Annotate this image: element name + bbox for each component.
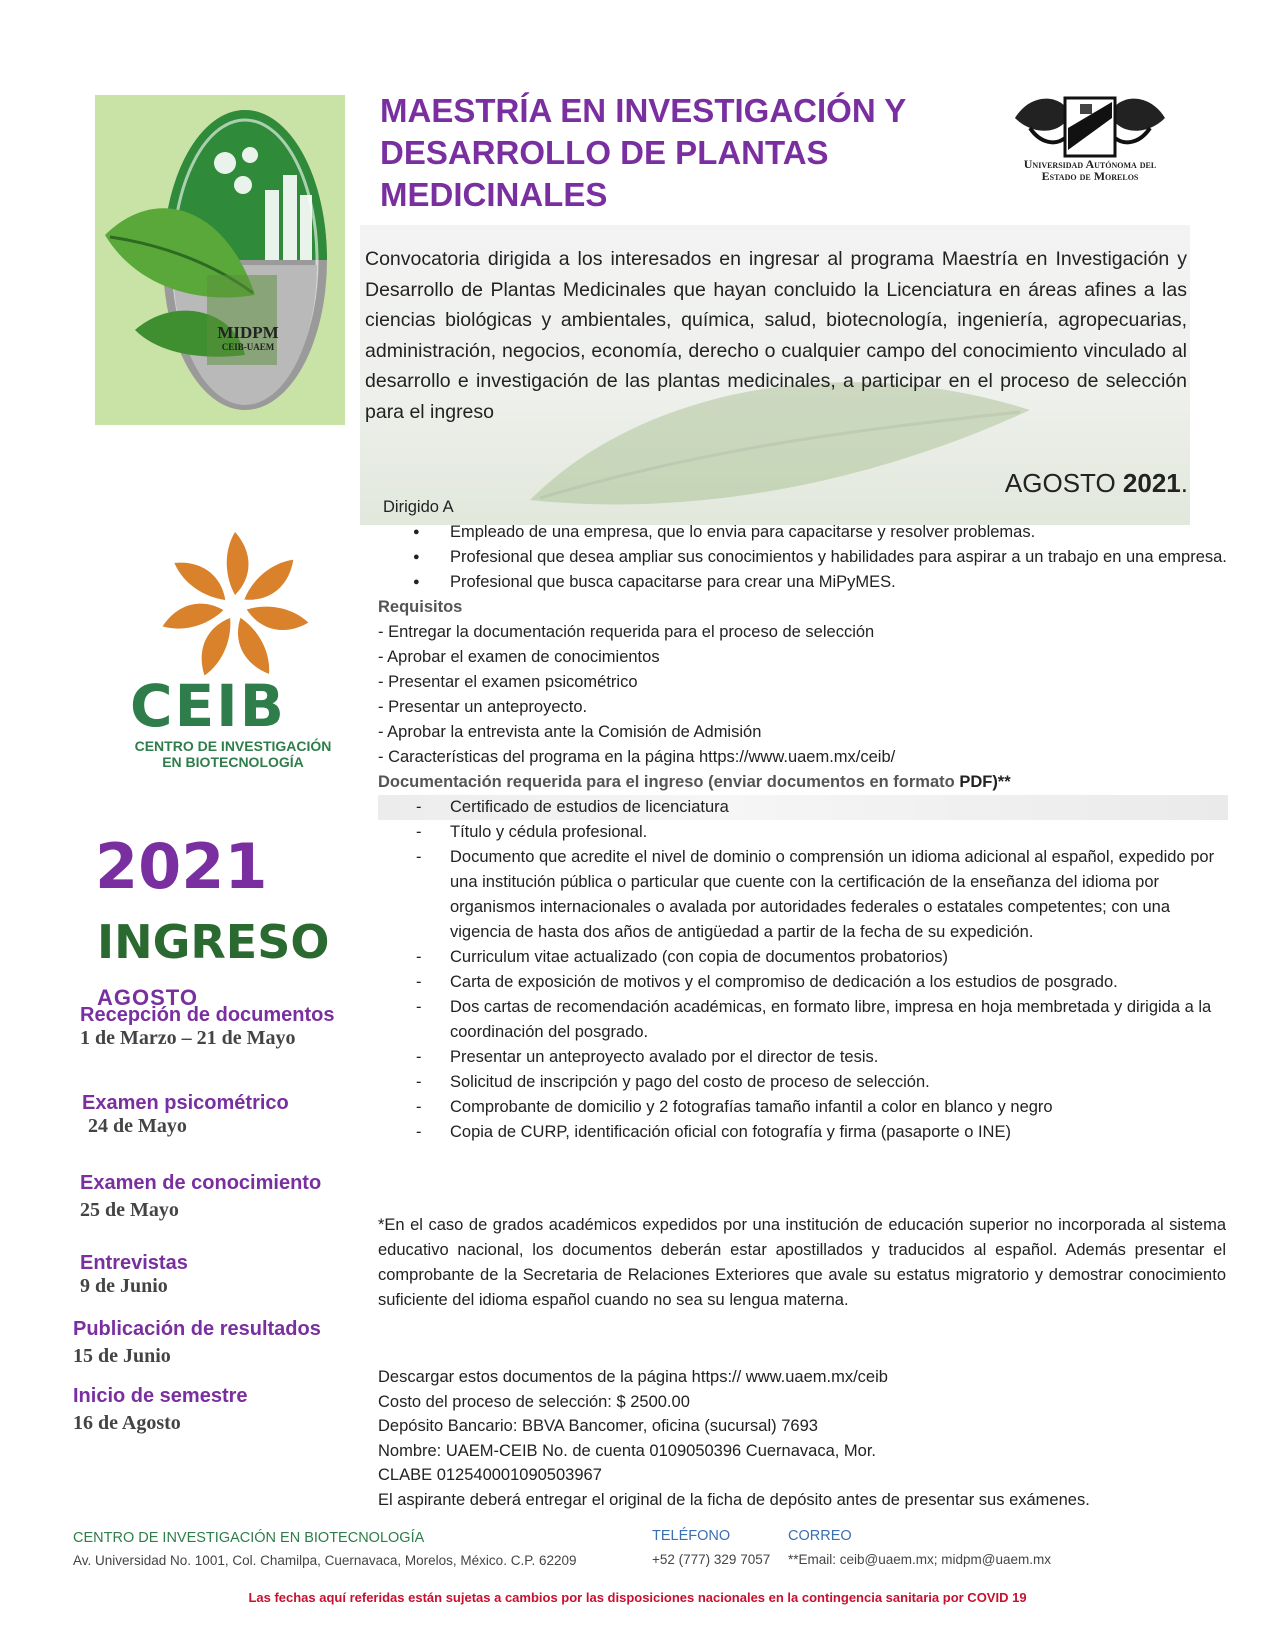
footer-mail-label: CORREO [788,1528,852,1544]
list-item: ● Profesional que desea ampliar sus conocimientos y habilidades para aspirar a un trabajo en una empresa. [378,545,1228,570]
date-value: 1 de Marzo – 21 de Mayo [80,1027,296,1049]
midpm-label: MIDPM [217,323,279,342]
agosto-label: AGOSTO [1004,468,1116,498]
list-item: ● Profesional que busca capacitarse para crear una MiPyMES. [378,570,1228,595]
convocatoria-text: Convocatoria dirigida a los interesados en ingresar al programa Maestría en Investigación y Desarrollo de Plantas Medicinales que hayan concluido la Licenciatura en áreas afines a las ciencias biológicas y ambientales, química, salud, biotecnología, ingeniería, agropecuarias, administración, negocios, economía, derecho o cualquier campo del conocimiento vinculado al desarrollo e investigación de las plantas medicinales, a participar en el proceso de selección para el ingreso [365,248,1187,423]
requisito-item: - Aprobar la entrevista ante la Comisión de Admisión [378,723,762,741]
date-block-psicometrico [82,1092,289,1138]
list-item: - Presentar un anteproyecto avalado por el director de tesis. [378,1045,1228,1070]
list-item: - Documento que acredite el nivel de dominio o comprensión un idioma adicional al español, expedido por una institución pública o particular que cuente con la certificación de la enseñanza del idioma por organismos internacionales o avalada por autoridades federales o estatales competentes; con una vigencia de hasta dos años de antigüedad a partir de la fecha de su expedición. [378,845,1228,945]
ingreso-month: AGOSTO [97,985,198,1010]
ingreso-title: INGRESO [97,915,330,969]
ceib-sub-line1: CENTRO DE INVESTIGACIÓN [134,738,332,754]
pago-line: Depósito Bancario: BBVA Bancomer, oficina (sucursal) 7693 [378,1417,818,1435]
list-item: - Carta de exposición de motivos y el compromiso de dedicación a los estudios de posgrado. [378,970,1228,995]
footer-address: Av. Universidad No. 1001, Col. Chamilpa, Cuernavaca, Morelos, México. C.P. 62209 [73,1553,577,1568]
requisito-item: - Aprobar el examen de conocimientos [378,648,660,666]
ceib-flower-icon [145,525,325,690]
midpm-sub-label: CEIB-UAEM [221,342,275,352]
documentacion-label-pdf: PDF)** [959,773,1011,791]
date-title: Examen psicométrico [82,1092,289,1114]
uaem-name-line2: Estado de Morelos [1041,169,1139,183]
date-block-publicacion [73,1318,321,1368]
dirigido-label: Dirigido A [383,498,454,516]
date-title: Entrevistas [80,1252,188,1274]
date-title: Recepción de documentos [80,1004,335,1026]
documentacion-label [378,770,1228,795]
pago-info [378,1365,1226,1512]
agosto-year: 2021 [1122,468,1181,498]
main-body [378,495,1228,1145]
nota-extranjeros: *En el caso de grados académicos expedidos por una institución de educación superior no incorporada al sistema educativo nacional, los documentos deberán estar apostillados y traducidos al español. Además presentar el comprobante de la Secretaria de Relaciones Exteriores que avale su estatus migratorio y demostrar conocimiento suficiente del idioma español cuando no sea su lengua materna. [378,1216,1226,1309]
requisito-item: - Entregar la documentación requerida para el proceso de selección [378,623,875,641]
date-block-recepcion [80,1004,335,1050]
list-item: - Título y cédula profesional. [378,820,1228,845]
pago-line: CLABE 012540001090503967 [378,1466,602,1484]
footer-mail: **Email: ceib@uaem.mx; midpm@uaem.mx [788,1552,1051,1567]
documentos-list [378,795,1228,1145]
requisito-item: - Características del programa en la página https://www.uaem.mx/ceib/ [378,748,896,766]
dirigido-list [378,520,1228,595]
date-value: 9 de Junio [80,1275,168,1297]
ceib-subtitle [108,738,358,770]
agosto-dot: . [1180,468,1188,498]
footer-tel-label: TELÉFONO [652,1528,731,1544]
uaem-name [1000,158,1180,182]
ceib-sub-line2: EN BIOTECNOLOGÍA [162,754,304,770]
date-title: Publicación de resultados [73,1318,321,1340]
footer-tel: +52 (777) 329 7057 [652,1552,771,1567]
date-block-entrevistas [80,1252,188,1298]
midpm-logo [95,95,345,425]
pago-line: Descargar estos documentos de la página https:// www.uaem.mx/ceib [378,1368,888,1386]
uaem-name-line1: Universidad Autónoma del [1023,157,1157,171]
requisito-item: - Presentar un anteproyecto. [378,698,588,716]
requisito-item: - Presentar el examen psicométrico [378,673,638,691]
page-title: MAESTRÍA EN INVESTIGACIÓN Y DESARROLLO DE PLANTAS MEDICINALES [380,92,906,213]
covid-disclaimer: Las fechas aquí referidas están sujetas a cambios por las disposiciones nacionales en la contingencia sanitaria por COVID 19 [248,1590,1027,1605]
pago-line: Costo del proceso de selección: $ 2500.00 [378,1392,690,1411]
list-item: ● Empleado de una empresa, que lo envia para capacitarse y resolver problemas. [378,520,1228,545]
documentacion-label-text: Documentación requerida para el ingreso (enviar documentos en formato [378,773,955,791]
list-item: - Copia de CURP, identificación oficial con fotografía y firma (pasaporte o INE) [378,1120,1228,1145]
date-block-conocimiento [80,1172,321,1222]
footer-org: CENTRO DE INVESTIGACIÓN EN BIOTECNOLOGÍA [73,1530,425,1546]
date-value: 24 de Mayo [88,1115,187,1137]
list-item: - Comprobante de domicilio y 2 fotografías tamaño infantil a color en blanco y negro [378,1095,1228,1120]
list-item: - Curriculum vitae actualizado (con copia de documentos probatorios) [378,945,1228,970]
list-item: - Solicitud de inscripción y pago del costo de proceso de selección. [378,1070,1228,1095]
pago-line: Nombre: UAEM-CEIB No. de cuenta 0109050396 Cuernavaca, Mor. [378,1441,877,1460]
ingreso-year: 2021 [95,830,268,903]
list-item: - Certificado de estudios de licenciatura [378,795,1228,820]
requisitos-label: Requisitos [378,598,463,616]
ceib-wordmark: CEIB [130,672,286,740]
list-item: - Dos cartas de recomendación académicas, en formato libre, impresa en hoja membretada y dirigida a la coordinación del posgrado. [378,995,1228,1045]
date-value: 16 de Agosto [73,1412,181,1434]
midpm-emblem-icon [95,95,345,425]
date-block-inicio [73,1385,248,1435]
date-title: Inicio de semestre [73,1385,248,1407]
date-title: Examen de conocimiento [80,1172,322,1194]
pago-line: El aspirante deberá entregar el original de la ficha de depósito antes de presentar sus exámenes. [378,1490,1090,1509]
date-value: 15 de Junio [73,1345,171,1367]
date-value: 25 de Mayo [80,1199,179,1221]
